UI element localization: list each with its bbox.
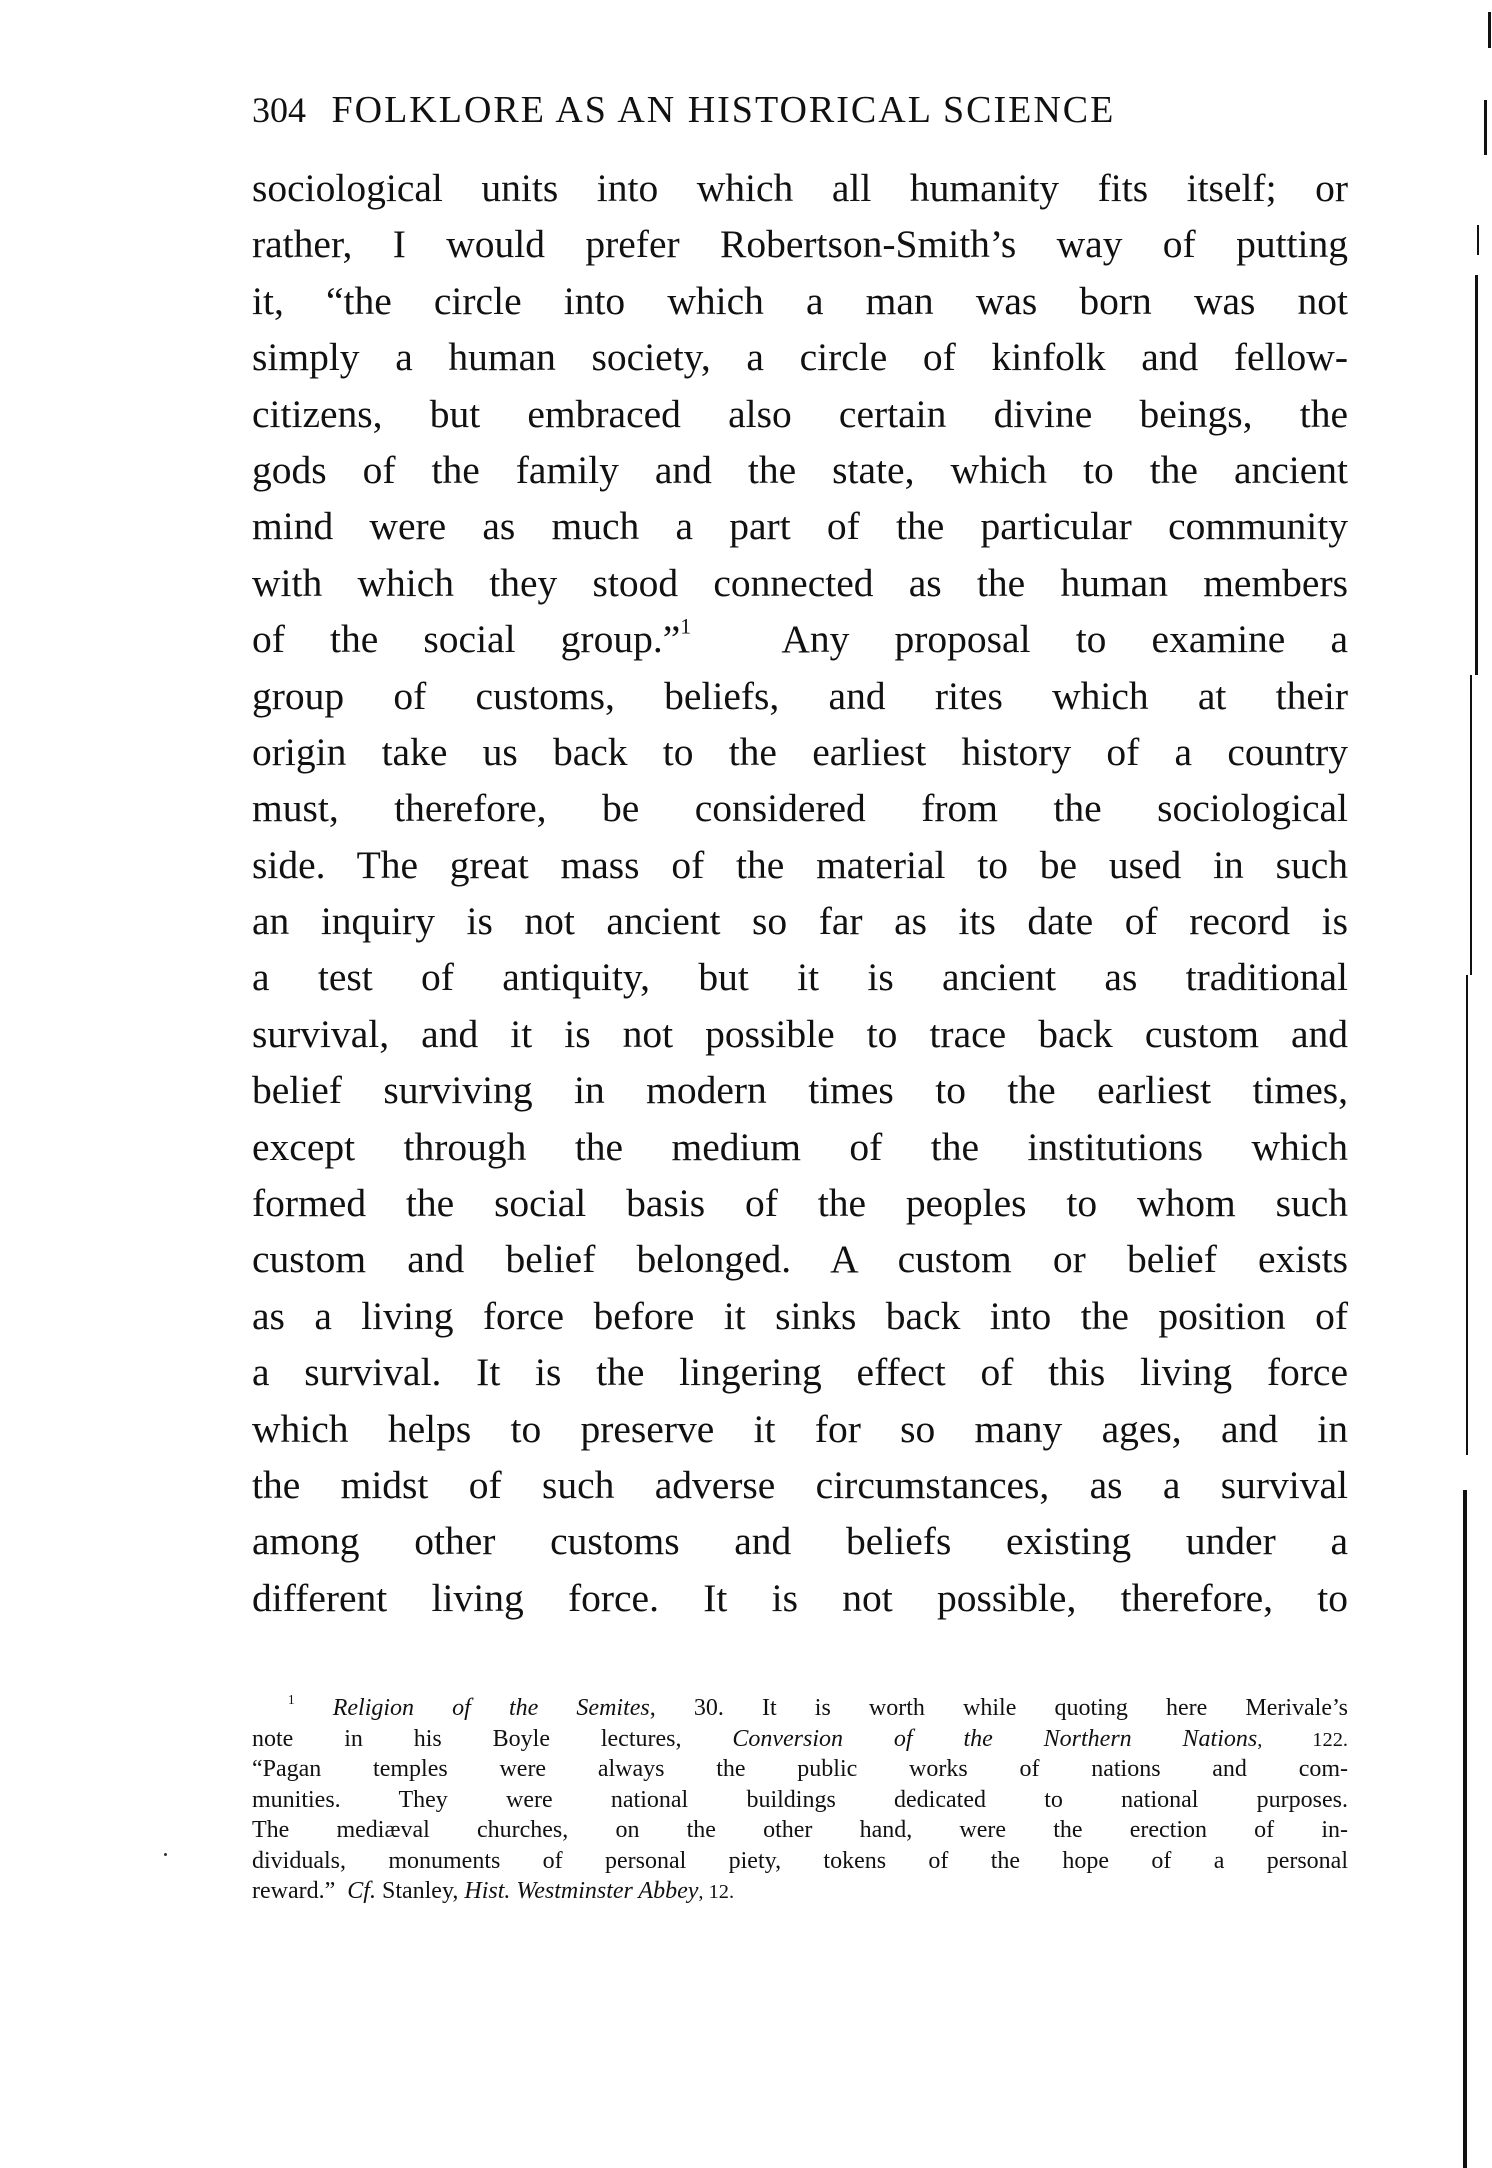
footnote-text: note in his Boyle lectures, — [252, 1725, 733, 1752]
footnote-line: munities. They were national buildings dedicated to national purposes. — [252, 1786, 1348, 1813]
body-text — [252, 160, 1348, 1626]
footnote-line — [252, 1693, 1348, 1724]
body-line: except through the medium of the institutions which — [252, 1124, 1348, 1169]
body-line: citizens, but embraced also certain divine beings, the — [252, 391, 1348, 436]
page-edge-mark — [1477, 225, 1479, 255]
chapter-title: FOLKLORE AS AN HISTORICAL SCIENCE — [331, 89, 1116, 131]
body-line: survival, and it is not possible to trace back custom and — [252, 1011, 1348, 1056]
footnote-line: dividuals, monuments of personal piety, tokens of the hope of a personal — [252, 1847, 1348, 1874]
body-line: it, “the circle into which a man was born was not — [252, 278, 1348, 323]
body-line: an inquiry is not ancient so far as its date of record is — [252, 899, 1348, 944]
page-edge-mark — [1470, 675, 1472, 975]
footnote-text: , 122. — [1257, 1728, 1348, 1751]
footnote-line — [252, 1876, 1348, 1907]
footnote-text: , 30. It is worth while quoting here Merivale’s — [649, 1695, 1349, 1721]
body-line-tail: Any proposal to examine a — [781, 617, 1349, 662]
body-line: as a living force before it sinks back into the position of — [252, 1293, 1348, 1338]
stray-mark — [164, 1853, 167, 1856]
body-line: the midst of such adverse circumstances, as a survival — [252, 1462, 1348, 1507]
page-edge-mark — [1463, 1490, 1467, 2168]
body-line: gods of the family and the state, which to the ancient — [252, 447, 1348, 492]
body-line: formed the social basis of the peoples to whom such — [252, 1181, 1348, 1226]
body-line: with which they stood connected as the human members — [252, 560, 1348, 605]
footnote-line: The mediæval churches, on the other hand, were the erection of in- — [252, 1817, 1348, 1843]
footnote-reference[interactable]: 1 — [680, 614, 692, 639]
body-line: among other customs and beliefs existing under a — [252, 1519, 1348, 1564]
cited-work-title: Religion of the Semites — [332, 1695, 650, 1721]
body-line: origin take us back to the earliest history of a country — [252, 729, 1348, 774]
page-edge-mark — [1488, 12, 1491, 48]
page-number: 304 — [252, 90, 306, 130]
page-edge-mark — [1475, 275, 1478, 675]
cited-work-title: Conversion of the Northern Nations — [732, 1725, 1258, 1752]
footnote-marker: 1 — [288, 1691, 295, 1707]
body-line: a survival. It is the lingering effect of this living force — [252, 1350, 1348, 1395]
cf-abbrev: Cf. — [347, 1878, 376, 1904]
body-line: rather, I would prefer Robertson-Smith’s way of putting — [252, 222, 1348, 267]
body-line: simply a human society, a circle of kinfolk and fellow- — [252, 335, 1348, 380]
body-line: mind were as much a part of the particular community — [252, 504, 1348, 549]
body-line: side. The great mass of the material to be used in such — [252, 842, 1348, 887]
body-line: different living force. It is not possible, therefore, to — [252, 1575, 1348, 1620]
body-line: belief surviving in modern times to the earliest times, — [252, 1068, 1348, 1113]
body-line-with-footnote-ref — [252, 611, 1348, 667]
footnote — [252, 1693, 1348, 1907]
page-edge-mark — [1484, 100, 1487, 155]
footnote-text: , 12. — [698, 1881, 735, 1903]
footnote-text: reward.” — [252, 1878, 342, 1904]
body-line: a test of antiquity, but it is ancient as traditional — [252, 955, 1348, 1000]
running-head — [252, 88, 1352, 132]
body-line: sociological units into which all humanity fits itself; or — [252, 166, 1348, 210]
footnote-line — [252, 1724, 1348, 1755]
footnote-text: Stanley, — [375, 1878, 465, 1904]
body-line-head: of the social group.” — [252, 617, 681, 662]
body-line: custom and belief belonged. A custom or belief exists — [252, 1237, 1348, 1282]
body-line: which helps to preserve it for so many ages, and in — [252, 1406, 1348, 1451]
page-edge-mark — [1466, 975, 1468, 1455]
body-line: must, therefore, be considered from the sociological — [252, 786, 1348, 831]
body-line: group of customs, beliefs, and rites which at their — [252, 673, 1348, 718]
cited-work-title: Hist. Westminster Abbey — [464, 1878, 699, 1904]
footnote-line: “Pagan temples were always the public works of nations and com- — [252, 1756, 1348, 1782]
